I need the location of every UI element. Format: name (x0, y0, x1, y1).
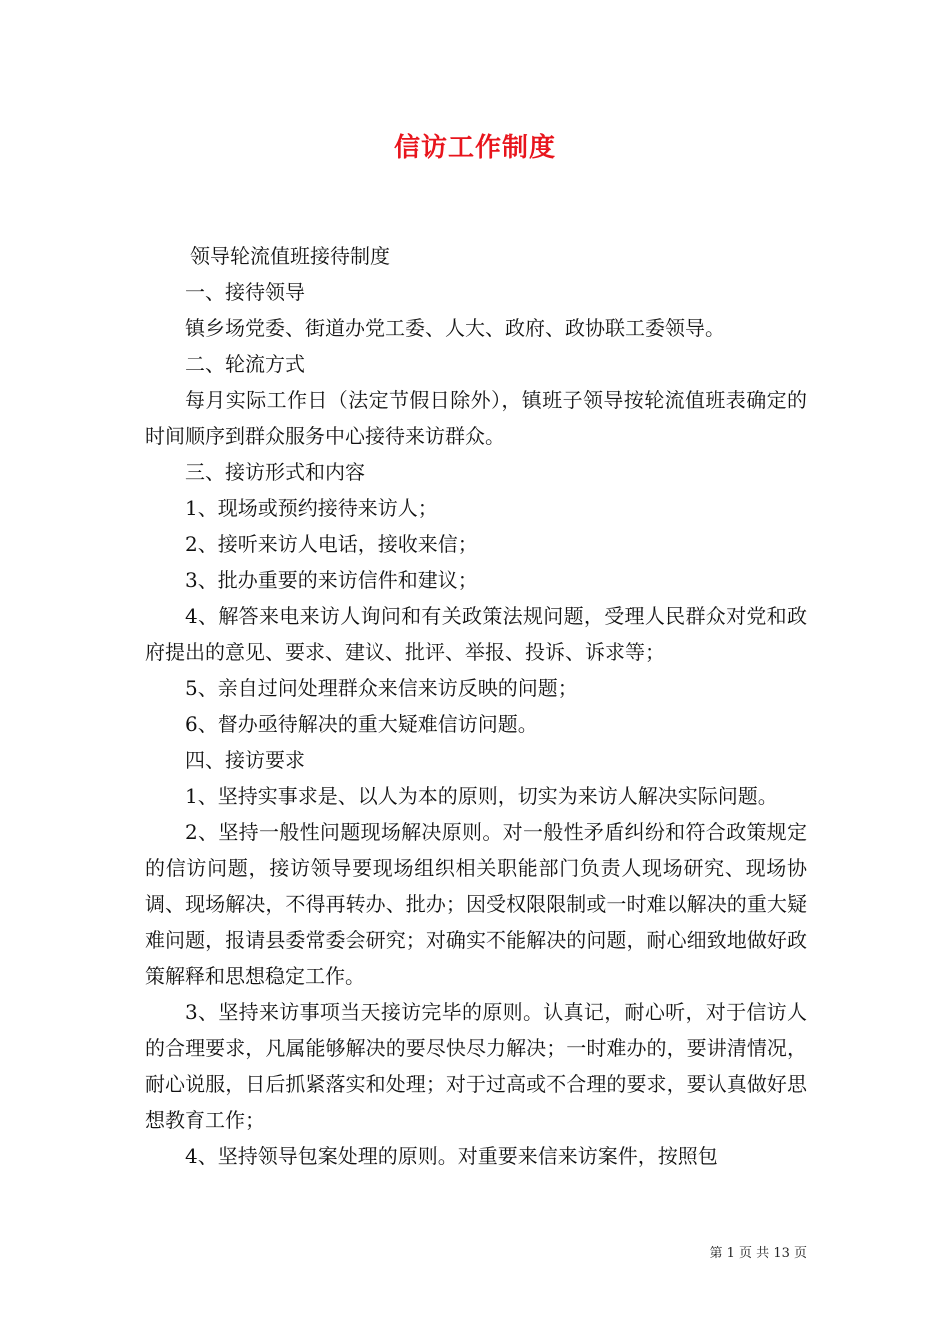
paragraph: 4、坚持领导包案处理的原则。对重要来信来访案件，按照包 (185, 1144, 718, 1168)
paragraph: 2、坚持一般性问题现场解决原则。对一般性矛盾纠纷和符合政策规定的信访问题，接访领导要现场组织相关职能部门负责人现场研究、现场协调、现场解决，不得再转办、批办；因受权限限制或一时难以解决的重大疑难问题，报请县委常委会研究；对确实不能解决的问题，耐心细致地做好政策解释和思想稳定工作。 (145, 820, 807, 988)
paragraph: 4、解答来电来访人询问和有关政策法规问题，受理人民群众对党和政府提出的意见、要求、建议、批评、举报、投诉、诉求等； (145, 604, 807, 664)
paragraph: 3、坚持来访事项当天接访完毕的原则。认真记，耐心听，对于信访人的合理要求，凡属能够解决的要尽快尽力解决；一时难办的，要讲清情况，耐心说服，日后抓紧落实和处理；对于过高或不合理的要求，要认真做好思想教育工作； (145, 1000, 807, 1132)
paragraph: 每月实际工作日（法定节假日除外），镇班子领导按轮流值班表确定的时间顺序到群众服务中心接待来访群众。 (145, 388, 807, 448)
paragraph: 2、接听来访人电话，接收来信； (185, 532, 478, 556)
section-heading: 领导轮流值班接待制度 (190, 244, 390, 268)
paragraph: 一、接待领导 (185, 280, 305, 304)
page-number: 第 1 页 共 13 页 (709, 1246, 807, 1261)
paragraph: 3、批办重要的来访信件和建议； (185, 568, 478, 592)
paragraph: 6、督办亟待解决的重大疑难信访问题。 (185, 712, 538, 736)
paragraph: 四、接访要求 (185, 748, 305, 772)
paragraph: 三、接访形式和内容 (185, 460, 365, 484)
paragraph: 5、亲自过问处理群众来信来访反映的问题； (185, 676, 578, 700)
document-body (145, 238, 807, 1174)
paragraph: 1、坚持实事求是、以人为本的原则，切实为来访人解决实际问题。 (185, 784, 778, 808)
paragraph: 镇乡场党委、街道办党工委、人大、政府、政协联工委领导。 (185, 316, 725, 340)
document-title: 信访工作制度 (393, 133, 556, 163)
paragraph: 1、现场或预约接待来访人； (185, 496, 438, 520)
paragraph: 二、轮流方式 (185, 352, 305, 376)
